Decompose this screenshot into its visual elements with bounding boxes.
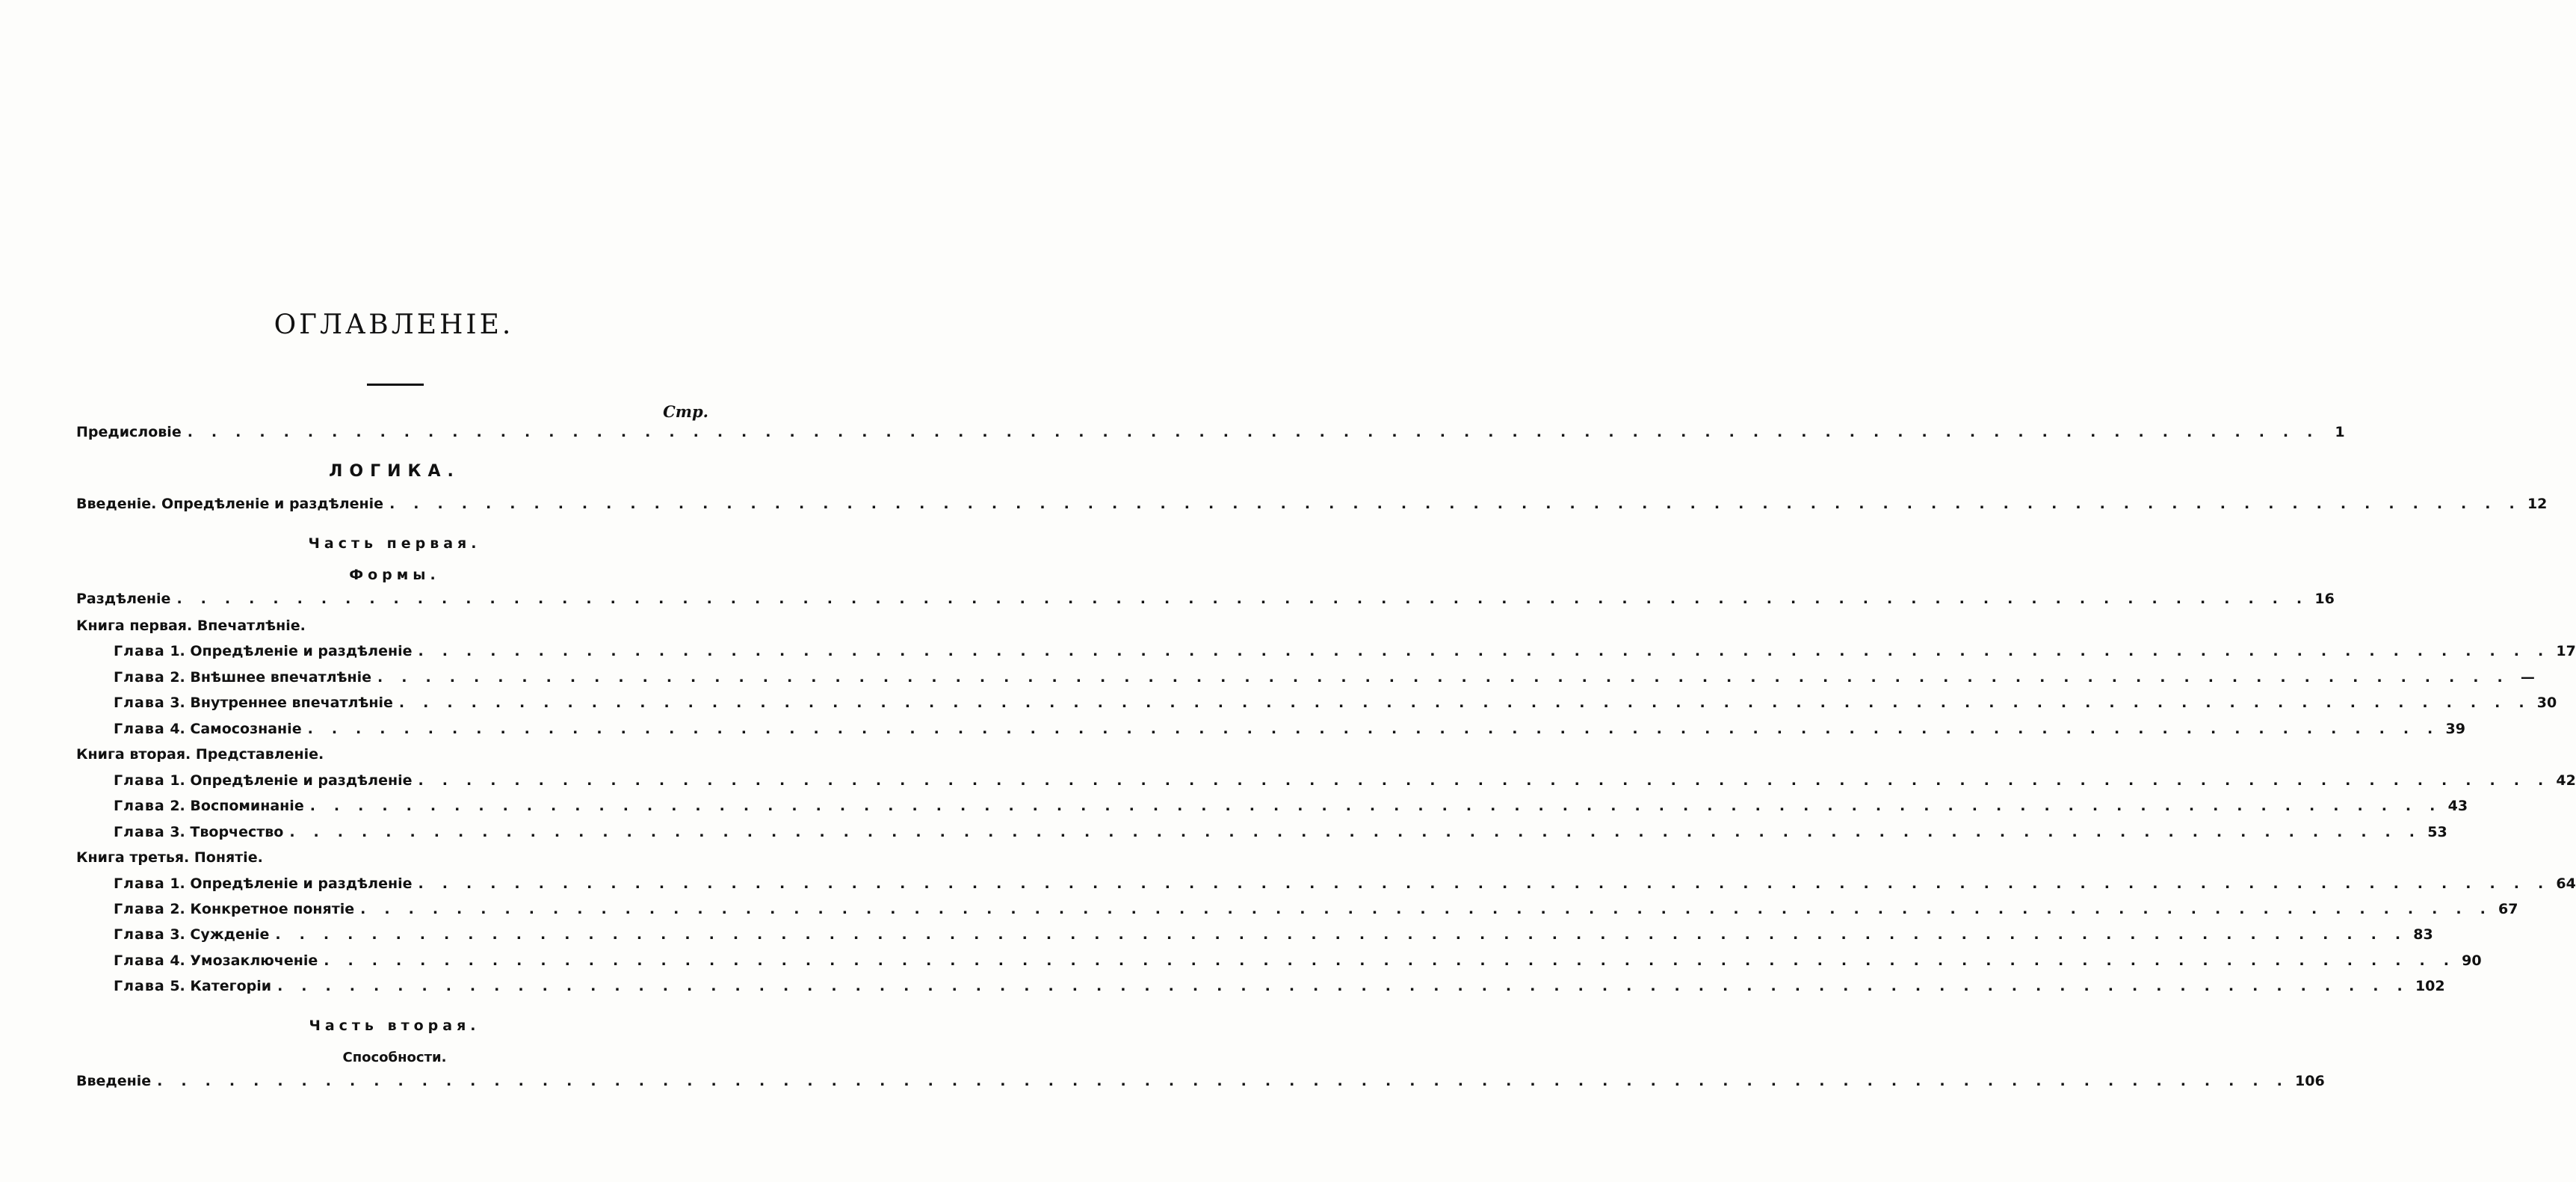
section-heading-logic: ЛОГИКА.: [329, 462, 460, 481]
toc-chapter[interactable]: [114, 824, 2447, 846]
chapter-number: 3.: [170, 824, 185, 840]
leader-dots: . . . . . . . . . . . . . . . . . . . . . . . . . . . . . . . . . . . . . . . . . . . . . . . . . . . . . . . . . . . . . . . . . . . . . . . . . . . . . . . . . . . . . . . . .: [324, 952, 2456, 969]
toc-entry-label: Опредѣленіе и раздѣленіе: [190, 875, 413, 892]
leader-dots: . . . . . . . . . . . . . . . . . . . . . . . . . . . . . . . . . . . . . . . . . . . . . . . . . . . . . . . . . . . . . . . . . . . . . . . . . . . . . . . . . . . . . . . . .: [187, 424, 2320, 440]
toc-chapter[interactable]: [114, 926, 2433, 949]
toc-entry-page: 16: [2314, 591, 2335, 607]
toc-entry-page: 43: [2447, 798, 2468, 814]
part-subheading-two: Способности.: [342, 1050, 447, 1065]
chapter-number: 2.: [170, 798, 185, 814]
leader-dots: . . . . . . . . . . . . . . . . . . . . . . . . . . . . . . . . . . . . . . . . . . . . . . . . . . . . . . . . . . . . . . . . . . . . . . . . . . . . . . . . . . . . . . . . .: [275, 926, 2408, 943]
toc-entry-label: Внѣшнее впечатлѣніе: [190, 669, 372, 686]
toc-entry-page: 1: [2335, 424, 2345, 440]
chapter-number: 3.: [170, 695, 185, 711]
book-heading-one: Книга первая. Впечатлѣніе.: [76, 618, 306, 634]
toc-chapter[interactable]: [114, 669, 2535, 692]
part-heading-one: Часть первая.: [308, 535, 481, 552]
toc-chapter[interactable]: [114, 772, 2576, 795]
leader-dots: . . . . . . . . . . . . . . . . . . . . . . . . . . . . . . . . . . . . . . . . . . . . . . . . . . . . . . . . . . . . . . . . . . . . . . . . . . . . . . . . . . . . . . . . .: [277, 978, 2409, 994]
toc-entry-label: Опредѣленіе и раздѣленіе: [190, 772, 413, 789]
part-heading-two: Часть вторая.: [309, 1018, 481, 1034]
toc-entry-label: Самосознаніе: [190, 721, 302, 737]
toc-entry-label: Введеніе. Опредѣленіе и раздѣленіе: [76, 496, 384, 512]
leader-dots: . . . . . . . . . . . . . . . . . . . . . . . . . . . . . . . . . . . . . . . . . . . . . . . . . . . . . . . . . . . . . . . . . . . . . . . . . . . . . . . . . . . . . . . . .: [307, 721, 2440, 737]
chapter-word: Глава: [114, 978, 165, 994]
toc-entry-page: 42: [2556, 772, 2576, 789]
chapter-word: Глава: [114, 926, 165, 943]
toc-chapter[interactable]: [114, 695, 2557, 717]
chapter-word: Глава: [114, 643, 165, 659]
toc-entry-label: Категоріи: [190, 978, 272, 994]
leader-dots: . . . . . . . . . . . . . . . . . . . . . . . . . . . . . . . . . . . . . . . . . . . . . . . . . . . . . . . . . . . . . . . . . . . . . . . . . . . . . . . . . . . . . . . . .: [398, 695, 2531, 711]
toc-chapter[interactable]: [114, 978, 2445, 1000]
chapter-word: Глава: [114, 875, 165, 892]
page-title: ОГЛАВЛЕНІЕ.: [274, 310, 514, 340]
toc-entry-page: 106: [2295, 1073, 2325, 1089]
toc-entry-label: Раздѣленіе: [76, 591, 171, 607]
chapter-number: 1.: [170, 643, 185, 659]
toc-entry-page: 17: [2556, 643, 2576, 659]
chapter-word: Глава: [114, 772, 165, 789]
chapter-number: 4.: [170, 952, 185, 969]
chapter-word: Глава: [114, 669, 165, 686]
toc-entry-part-two-introduction[interactable]: [76, 1073, 2325, 1095]
chapter-number: 1.: [170, 772, 185, 789]
toc-entry-page: —: [2520, 669, 2535, 686]
toc-chapter[interactable]: [114, 901, 2518, 923]
chapter-number: 1.: [170, 875, 185, 892]
toc-chapter[interactable]: [114, 643, 2576, 665]
toc-chapter[interactable]: [114, 798, 2468, 820]
toc-entry-page: 39: [2445, 721, 2465, 737]
chapter-number: 2.: [170, 901, 185, 917]
toc-chapter[interactable]: [114, 952, 2482, 975]
toc-entry-label: Опредѣленіе и раздѣленіе: [190, 643, 413, 659]
toc-entry-label: Конкретное понятіе: [190, 901, 355, 917]
leader-dots: . . . . . . . . . . . . . . . . . . . . . . . . . . . . . . . . . . . . . . . . . . . . . . . . . . . . . . . . . . . . . . . . . . . . . . . . . . . . . . . . . . . . . . . . .: [377, 669, 2509, 686]
book-heading-two: Книга вторая. Представленіе.: [76, 746, 324, 763]
leader-dots: . . . . . . . . . . . . . . . . . . . . . . . . . . . . . . . . . . . . . . . . . . . . . . . . . . . . . . . . . . . . . . . . . . . . . . . . . . . . . . . . . . . . . . . . .: [157, 1073, 2290, 1089]
toc-entry-page: 64: [2556, 875, 2576, 892]
chapter-number: 2.: [170, 669, 185, 686]
toc-entry-label: Творчество: [190, 824, 284, 840]
leader-dots: . . . . . . . . . . . . . . . . . . . . . . . . . . . . . . . . . . . . . . . . . . . . . . . . . . . . . . . . . . . . . . . . . . . . . . . . . . . . . . . . . . . . . . . . .: [289, 824, 2422, 840]
part-subheading-one: Формы.: [349, 567, 440, 583]
toc-entry-label: Умозаключеніе: [190, 952, 318, 969]
page-column-label: Стр.: [663, 402, 708, 421]
toc-entry-page: 67: [2498, 901, 2518, 917]
toc-entry-page: 53: [2427, 824, 2447, 840]
toc-entry-label: Предисловіе: [76, 424, 182, 440]
toc-chapter[interactable]: [114, 875, 2576, 898]
toc-chapter[interactable]: [114, 721, 2465, 743]
chapter-word: Глава: [114, 901, 165, 917]
toc-entry-page: 90: [2462, 952, 2482, 969]
book-heading-three: Книга третья. Понятіе.: [76, 849, 263, 866]
chapter-word: Глава: [114, 695, 165, 711]
chapter-word: Глава: [114, 824, 165, 840]
chapter-number: 5.: [170, 978, 185, 994]
toc-entry-division[interactable]: [76, 591, 2335, 613]
chapter-word: Глава: [114, 798, 165, 814]
leader-dots: . . . . . . . . . . . . . . . . . . . . . . . . . . . . . . . . . . . . . . . . . . . . . . . . . . . . . . . . . . . . . . . . . . . . . . . . . . . . . . . . . . . . . . . . .: [360, 901, 2493, 917]
toc-entry-label: Сужденіе: [190, 926, 270, 943]
leader-dots: . . . . . . . . . . . . . . . . . . . . . . . . . . . . . . . . . . . . . . . . . . . . . . . . . . . . . . . . . . . . . . . . . . . . . . . . . . . . . . . . . . . . . . . . .: [418, 643, 2551, 659]
toc-entry-page: 102: [2415, 978, 2445, 994]
toc-entry-page: 83: [2413, 926, 2433, 943]
toc-entry-page: 12: [2527, 496, 2548, 512]
leader-dots: . . . . . . . . . . . . . . . . . . . . . . . . . . . . . . . . . . . . . . . . . . . . . . . . . . . . . . . . . . . . . . . . . . . . . . . . . . . . . . . . . . . . . . . . .: [309, 798, 2442, 814]
toc-entry-page: 30: [2536, 695, 2557, 711]
chapter-number: 4.: [170, 721, 185, 737]
leader-dots: . . . . . . . . . . . . . . . . . . . . . . . . . . . . . . . . . . . . . . . . . . . . . . . . . . . . . . . . . . . . . . . . . . . . . . . . . . . . . . . . . . . . . . . . .: [418, 772, 2551, 789]
leader-dots: . . . . . . . . . . . . . . . . . . . . . . . . . . . . . . . . . . . . . . . . . . . . . . . . . . . . . . . . . . . . . . . . . . . . . . . . . . . . . . . . . . . . . . . . .: [418, 875, 2551, 892]
leader-dots: . . . . . . . . . . . . . . . . . . . . . . . . . . . . . . . . . . . . . . . . . . . . . . . . . . . . . . . . . . . . . . . . . . . . . . . . . . . . . . . . . . . . . . . . .: [389, 496, 2521, 512]
toc-entry-label: Внутреннее впечатлѣніе: [190, 695, 393, 711]
toc-entry-preface[interactable]: [76, 424, 2345, 446]
toc-entry-label: Введеніе: [76, 1073, 152, 1089]
toc-entry-logic-introduction[interactable]: [76, 496, 2548, 518]
title-rule: [367, 384, 424, 386]
chapter-number: 3.: [170, 926, 185, 943]
chapter-word: Глава: [114, 952, 165, 969]
chapter-word: Глава: [114, 721, 165, 737]
leader-dots: . . . . . . . . . . . . . . . . . . . . . . . . . . . . . . . . . . . . . . . . . . . . . . . . . . . . . . . . . . . . . . . . . . . . . . . . . . . . . . . . . . . . . . . . .: [176, 591, 2309, 607]
toc-entry-label: Воспоминаніе: [190, 798, 304, 814]
